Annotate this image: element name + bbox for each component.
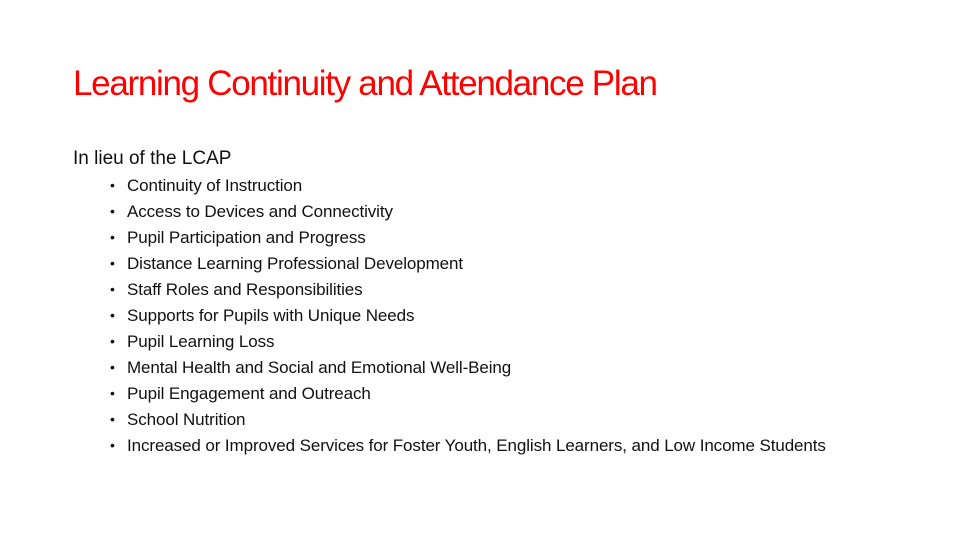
bullet-dot-icon: • bbox=[110, 333, 115, 349]
bullet-dot-icon: • bbox=[110, 255, 115, 271]
bullet-item bbox=[110, 409, 900, 435]
bullet-text: Pupil Learning Loss bbox=[127, 332, 275, 351]
bullet-item bbox=[110, 435, 900, 461]
bullet-dot-icon: • bbox=[110, 281, 115, 297]
bullet-text: Distance Learning Professional Development bbox=[127, 254, 463, 273]
bullet-item bbox=[110, 383, 900, 409]
bullet-dot-icon: • bbox=[110, 437, 115, 453]
bullet-text: Pupil Engagement and Outreach bbox=[127, 384, 371, 403]
bullet-text: Staff Roles and Responsibilities bbox=[127, 280, 363, 299]
bullet-text: Supports for Pupils with Unique Needs bbox=[127, 306, 415, 325]
bullet-dot-icon: • bbox=[110, 229, 115, 245]
bullet-list bbox=[110, 175, 900, 461]
bullet-dot-icon: • bbox=[110, 359, 115, 375]
bullet-item bbox=[110, 279, 900, 305]
bullet-text: Access to Devices and Connectivity bbox=[127, 202, 393, 221]
bullet-dot-icon: • bbox=[110, 411, 115, 427]
bullet-text: Increased or Improved Services for Foster Youth, English Learners, and Low Income Students bbox=[127, 436, 826, 455]
bullet-item bbox=[110, 357, 900, 383]
slide-subtitle: In lieu of the LCAP bbox=[73, 148, 232, 169]
bullet-text: Pupil Participation and Progress bbox=[127, 228, 366, 247]
bullet-item bbox=[110, 253, 900, 279]
bullet-dot-icon: • bbox=[110, 307, 115, 323]
bullet-text: School Nutrition bbox=[127, 410, 246, 429]
bullet-item bbox=[110, 331, 900, 357]
bullet-dot-icon: • bbox=[110, 385, 115, 401]
bullet-text: Continuity of Instruction bbox=[127, 176, 303, 195]
bullet-text: Mental Health and Social and Emotional Well-Being bbox=[127, 358, 512, 377]
bullet-item bbox=[110, 175, 900, 201]
slide-title: Learning Continuity and Attendance Plan bbox=[73, 64, 657, 103]
bullet-item bbox=[110, 227, 900, 253]
bullet-item bbox=[110, 201, 900, 227]
bullet-dot-icon: • bbox=[110, 203, 115, 219]
bullet-dot-icon: • bbox=[110, 177, 115, 193]
bullet-item bbox=[110, 305, 900, 331]
